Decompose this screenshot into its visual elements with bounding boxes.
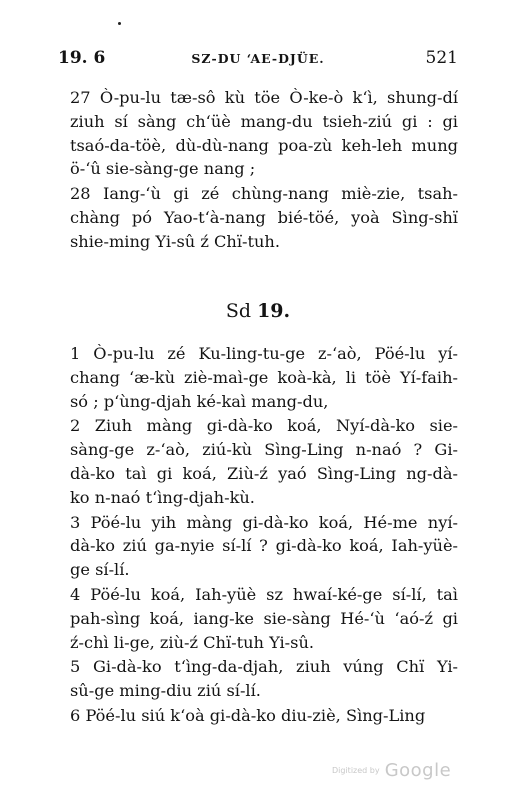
- text-line: ge sí-lí.: [70, 560, 130, 580]
- digitized-label: Digitized by: [332, 766, 380, 775]
- ink-speck: [118, 22, 121, 25]
- chapter-heading: [0, 300, 516, 322]
- text-line: 4 Pöé-lu koá, Iah-yüè sz hwaí-ké-ge sí-lí, taì: [70, 584, 458, 604]
- google-logo: Google: [384, 760, 452, 781]
- text-line: só ; p‘ùng-djah ké-kaì mang-du,: [70, 391, 329, 411]
- text-line: 2 Ziuh màng gi-dà-ko koá, Nyí-dà-ko sie-: [70, 416, 458, 436]
- verse-paragraph: [58, 511, 458, 582]
- text-block-bottom: [58, 342, 458, 729]
- text-line: dà-ko taì gi koá, Ziù-ź yaó Sìng-Ling ng-dà-: [70, 463, 458, 483]
- text-line: pah-sìng koá, iang-ke sie-sàng Hé-‘ù ‘aó-ź gi: [70, 608, 458, 628]
- verse-paragraph: [58, 414, 458, 509]
- verse-paragraph: [58, 655, 458, 703]
- page-number: 521: [425, 48, 458, 68]
- text-line: ko n-naó t‘ìng-djah-kù.: [70, 487, 255, 507]
- verse-paragraph: [58, 583, 458, 654]
- text-line: shie-ming Yi-sû ź Chï-tuh.: [70, 231, 280, 251]
- text-line: sû-ge ming-diu ziú sí-lí.: [70, 681, 261, 701]
- chapter-prefix: Sd: [225, 300, 252, 322]
- digitized-watermark: [332, 760, 451, 781]
- text-line: 5 Gi-dà-ko t‘ìng-da-djah, ziuh vúng Chï Yi-: [70, 657, 458, 677]
- text-line: ziuh sí sàng ch‘üè mang-du tsieh-ziú gi : gi: [70, 111, 458, 131]
- verse-paragraph: [58, 182, 458, 253]
- running-header: [58, 48, 458, 74]
- text-line: sàng-ge z-‘aò, ziú-kù Sìng-Ling n-naó ? Gi-: [70, 440, 458, 460]
- text-line: 27 Ò-pu-lu tæ-sô kù töe Ò-ke-ò k‘ì, shung-dí: [70, 88, 458, 107]
- verse-paragraph: [58, 86, 458, 181]
- text-line: ö-‘û sie-sàng-ge nang ;: [70, 159, 256, 179]
- text-line: chang ‘æ-kù ziè-maì-ge koà-kà, li töè Yí-faih-: [70, 367, 458, 387]
- text-line: chàng pó Yao-t‘à-nang bié-töé, yoà Sìng-shï: [70, 207, 458, 227]
- text-block-top: [58, 86, 458, 255]
- text-line: 3 Pöé-lu yih màng gi-dà-ko koá, Hé-me nyí-: [70, 512, 458, 532]
- chapter-number: 19.: [257, 300, 291, 322]
- verse-paragraph: [58, 704, 458, 728]
- text-line: ź-chì li-ge, ziù-ź Chï-tuh Yi-sû.: [70, 632, 315, 652]
- verse-paragraph: [58, 342, 458, 413]
- book-title: SZ-DU ‘AE-DJÜE.: [191, 51, 325, 66]
- text-line: 1 Ò-pu-lu zé Ku-ling-tu-ge z-‘aò, Pöé-lu yí-: [70, 344, 458, 363]
- text-line: tsaó-da-töè, dù-dù-nang poa-zù keh-leh mung: [70, 135, 458, 155]
- chapter-verse-reference: 19. 6: [58, 48, 106, 68]
- text-line: dà-ko ziú ga-nyie sí-lí ? gi-dà-ko koá, Iah-yüè-: [70, 536, 458, 556]
- text-line: 6 Pöé-lu siú k‘oà gi-dà-ko diu-ziè, Sìng-Ling: [70, 705, 426, 725]
- text-line: 28 Iang-‘ù gi zé chùng-nang miè-zie, tsah-: [70, 184, 458, 204]
